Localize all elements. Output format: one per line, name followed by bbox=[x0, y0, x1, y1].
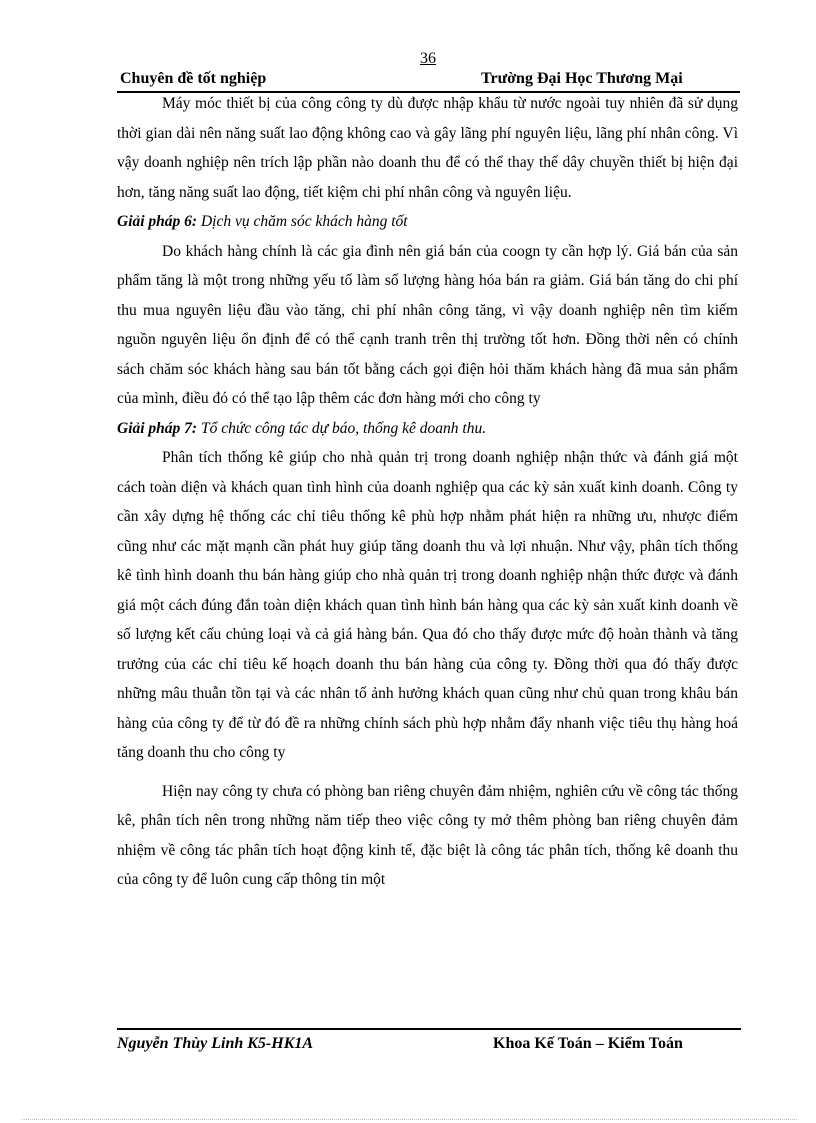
page-bottom-edge bbox=[22, 1119, 797, 1120]
solution-title: Tổ chức công tác dự báo, thống kê doanh thu. bbox=[197, 419, 487, 437]
body-paragraph: Phân tích thống kê giúp cho nhà quản trị trong doanh nghiệp nhận thức và đánh giá một cách toàn diện và khách quan tình hình của doanh nghiệp qua các kỳ sản xuất kinh doanh. Công ty cần xây dựng hệ thống các chỉ tiêu thống kê phù hợp nhằm phát hiện ra những ưu, nhược điểm cũng như các mặt mạnh cần phát huy giúp tăng doanh thu và lợi nhuận. Như vậy, phân tích thống kê tình hình doanh thu bán hàng giúp cho nhà quản trị trong doanh nghiệp nhận thức được và đánh giá một cách đúng đắn toàn diện khách quan tình hình bán hàng qua các kỳ sản xuất kinh doanh về số lượng kết cấu chủng loại và cả giá hàng bán. Qua đó cho thấy được mức độ hoàn thành và tăng trưởng của các chỉ tiêu kế hoạch doanh thu bán hàng của công ty. Đồng thời qua đó thấy được những mâu thuẫn tồn tại và các nhân tố ảnh hưởng khách quan cũng như chủ quan trong khâu bán hàng của công ty để từ đó đề ra những chính sách phù hợp nhằm đẩy nhanh việc tiêu thụ hàng hoá tăng doanh thu cho công ty bbox=[117, 449, 738, 761]
footer-author: Nguyễn Thùy Linh K5-HK1A bbox=[117, 1035, 314, 1052]
page-number: 36 bbox=[420, 50, 436, 67]
footer-divider bbox=[117, 1028, 741, 1030]
body-paragraph: Máy móc thiết bị của công công ty dù được nhập khẩu từ nước ngoài tuy nhiên đã sử dụng thời gian dài nên năng suất lao động không cao và gây lãng phí nguyên liệu, lãng phí nhân công. Vì vậy doanh nghiệp nên trích lập phần nào doanh thu để có thể thay thế dây chuyền thiết bị hiện đại hơn, tăng năng suất lao động, tiết kiệm chi phí nhân công và nguyên liệu. bbox=[117, 95, 738, 201]
header-document-title: Chuyên đề tốt nghiệp bbox=[120, 70, 267, 87]
section-heading-solution-6 bbox=[117, 207, 738, 237]
footer-faculty: Khoa Kế Toán – Kiểm Toán bbox=[493, 1035, 683, 1052]
page-header bbox=[120, 70, 740, 90]
header-university-name: Trường Đại Học Thương Mại bbox=[481, 70, 683, 87]
body-paragraph: Do khách hàng chính là các gia đình nên giá bán của coogn ty cần hợp lý. Giá bán của sản phẩm tăng là một trong những yếu tố làm số lượng hàng hóa bán ra giảm. Giá bán tăng do chi phí thu mua nguyên liệu đầu vào tăng, chi phí nhân công tăng, vì vậy doanh nghiệp nên tìm kiếm nguồn nguyên liệu ổn định để có thể cạnh tranh trên thị trường tốt hơn. Đồng thời nên có chính sách chăm sóc khách hàng sau bán tốt bằng cách gọi điện hỏi thăm khách hàng đã mua sản phẩm của mình, điều đó có thể tạo lập thêm các đơn hàng mới cho công ty bbox=[117, 242, 738, 407]
solution-title: Dịch vụ chăm sóc khách hàng tốt bbox=[197, 213, 408, 230]
body-paragraph: Hiện nay công ty chưa có phòng ban riêng chuyên đảm nhiệm, nghiên cứu về công tác thống kê, phân tích nên trong những năm tiếp theo việc công ty mở thêm phòng ban riêng chuyên đảm nhiệm về công tác phân tích hoạt động kinh tế, đặc biệt là công tác phân tích, thống kê doanh thu của công ty để luôn cung cấp thông tin một bbox=[117, 782, 738, 888]
solution-label: Giải pháp 6: bbox=[117, 213, 198, 230]
solution-label: Giải pháp 7: bbox=[117, 419, 198, 437]
document-body bbox=[117, 89, 738, 895]
section-heading-solution-7 bbox=[117, 414, 738, 444]
page-footer bbox=[117, 1035, 737, 1057]
